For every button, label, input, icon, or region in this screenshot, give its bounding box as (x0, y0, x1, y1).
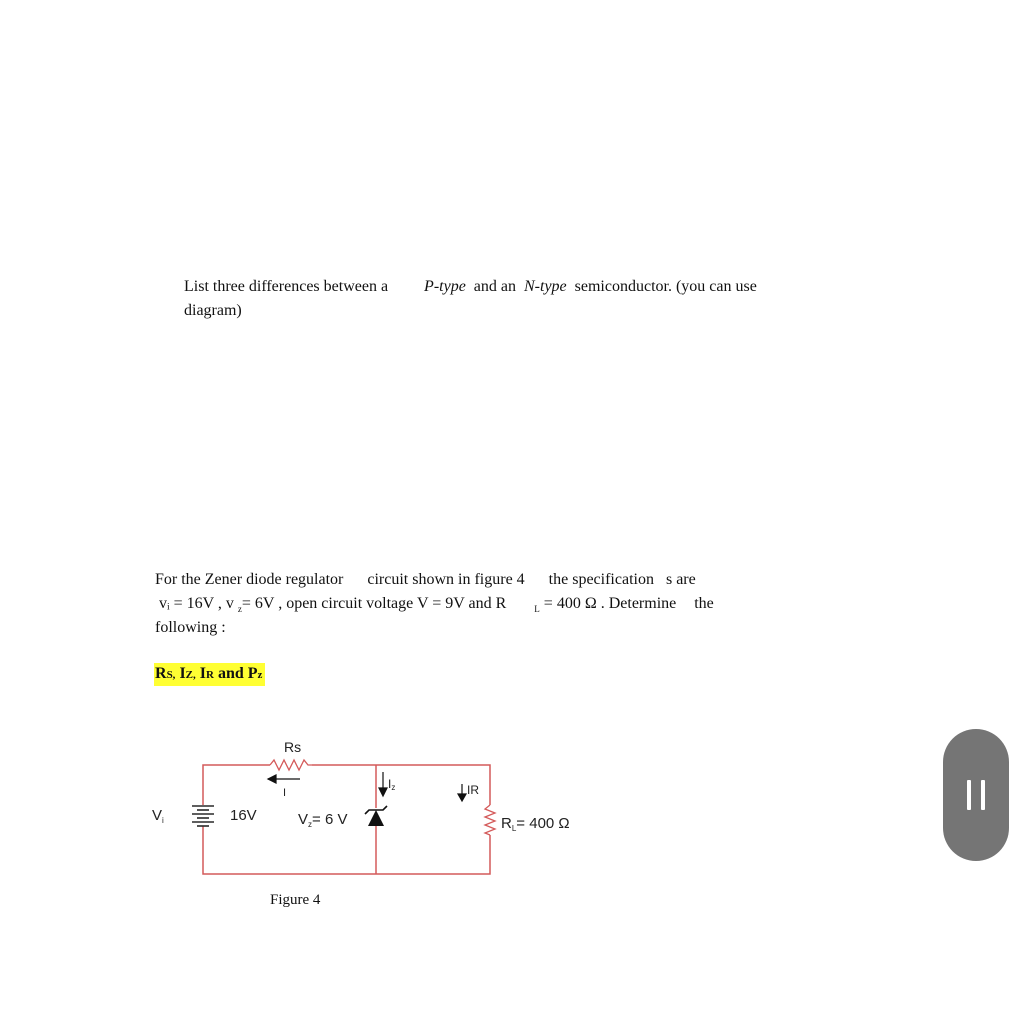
question-2-text: For the Zener diode regulator (155, 571, 344, 588)
subscript: S, (166, 669, 176, 681)
subscript: Z, (185, 669, 196, 681)
question-1-text: semiconductor. (you can use (574, 278, 757, 295)
question-2-text: circuit shown in figure 4 (367, 571, 525, 588)
question-2-text: = 400 Ω . Determine (543, 595, 677, 612)
subscript: R (206, 669, 214, 681)
zener-diode-icon (365, 806, 387, 826)
question-2-line-3: following : (155, 619, 226, 636)
subscript: L (534, 604, 540, 615)
and-text: and (217, 665, 244, 682)
question-1-line-1 (184, 277, 757, 297)
ir-label: IR (467, 783, 479, 797)
question-2-text: = 6V , open circuit voltage V = 9V and R (241, 595, 507, 612)
question-2-line-2 (155, 594, 714, 619)
p-type-term: P-type (424, 278, 466, 295)
subscript: z (237, 604, 242, 615)
figure-caption: Figure 4 (270, 892, 321, 908)
wire-top-left (203, 765, 270, 805)
question-1-line-2: diagram) (184, 302, 242, 319)
current-label: I (283, 787, 287, 799)
n-type-term: N-type (524, 278, 567, 295)
question-1-text: List three differences between a (184, 278, 389, 295)
resistor-rl-icon (485, 805, 495, 835)
iz-text: I (179, 665, 186, 682)
pz-text: P (247, 665, 258, 682)
question-2-text: s are (665, 571, 696, 588)
wire-bottom (203, 826, 490, 874)
question-1-text: and an (473, 278, 516, 295)
battery-icon (192, 806, 214, 826)
question-2-text: the (694, 595, 714, 612)
current-arrow-icon (268, 775, 300, 783)
subscript: z (257, 669, 263, 681)
highlighted-quantities (154, 663, 265, 686)
ir-arrow-icon (458, 784, 466, 801)
question-2-text: the specification (548, 571, 654, 588)
iz-arrow-icon (379, 772, 387, 796)
rl-label: $R_L= 400$ Ω (501, 815, 570, 833)
source-value: 16V (230, 807, 257, 824)
rs-label: Rs (284, 739, 302, 755)
vi-label: $V_i$ (152, 807, 164, 825)
question-2-line-1 (155, 570, 696, 590)
pager-button[interactable] (943, 729, 1009, 861)
zener-regulator-circuit (140, 730, 610, 890)
iz-label: Iz (388, 777, 396, 792)
ir-text: I (199, 665, 206, 682)
rs-text: R (155, 665, 167, 682)
resistor-rs-icon (270, 760, 312, 770)
question-2-text: vᵢ = 16V , v (159, 595, 234, 612)
vz-label: $V_z= 6$ V (298, 811, 348, 829)
